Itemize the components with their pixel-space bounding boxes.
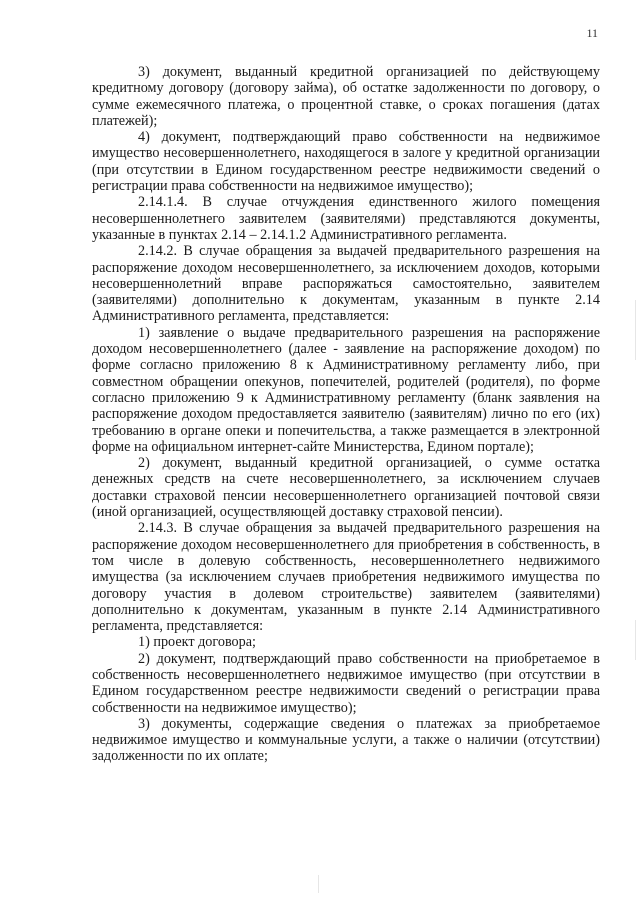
paragraph-2-14-2-item-2: 2) документ, выданный кредитной организацией, о сумме остатка денежных средств на счете несовершеннолетнего, за исключением случаев доставки страховой пенсии несовершеннолетнего организацией почтовой связи (иной организацией, осуществляющей доставку страховой пенсии).	[92, 455, 600, 521]
paragraph-2-14-3-item-3: 3) документы, содержащие сведения о платежах за приобретаемое недвижимое имущество и коммунальные услуги, а также о наличии (отсутствии) задолженности по их оплате;	[92, 715, 600, 765]
paragraph-2-14-3-item-1: 1) проект договора;	[138, 634, 256, 651]
scan-edge-mark	[635, 300, 636, 360]
scan-edge-mark	[318, 875, 319, 893]
paragraph-2-14-1-4: 2.14.1.4. В случае отчуждения единственного жилого помещения несовершеннолетнего заявителем (заявителями) представляются документы, указанные в пунктах 2.14 – 2.14.1.2 Административного регламента.	[92, 194, 600, 243]
paragraph-2-14-2-item-1: 1) заявление о выдаче предварительного разрешения на распоряжение доходом несовершеннолетнего (далее - заявление на распоряжение доходом) по форме согласно приложению 8 к Административному регламенту либо, при совместном обращении опекунов, попечителей, родителей (родителя), по форме согласно приложению 9 к Административному регламенту (бланк заявления на распоряжение доходом предоставляется заявителю (заявителям) лично по его (их) требованию в органе опеки и попечительства, а также размещается в электронной форме на официальном интернет-сайте Министерства, Едином портале);	[92, 324, 600, 455]
paragraph-2-14-3: 2.14.3. В случае обращения за выдачей предварительного разрешения на распоряжение доходом несовершеннолетнего для приобретения в собственность, в том числе в долевую собственность, несовершеннолетнего недвижимого имущества (за исключением случаев приобретения недвижимого имущества по договору участия в долевом строительстве) заявителем (заявителями) дополнительно к документам, указанным в пункте 2.14 Административного регламента, представляется:	[92, 520, 600, 635]
paragraph-2-14-2: 2.14.2. В случае обращения за выдачей предварительного разрешения на распоряжение доходом несовершеннолетнего, за исключением доходов, которыми несовершеннолетний вправе распоряжаться самостоятельно, заявителем (заявителями) дополнительно к документам, указанным в пункте 2.14 Административного регламента, представляется:	[92, 243, 600, 325]
page-number: 11	[586, 26, 598, 40]
paragraph-item-3: 3) документ, выданный кредитной организацией по действующему кредитному договору (договору займа), об остатке задолженности по договору, о сумме ежемесячного платежа, о процентной ставке, о сроках погашения (датах платежей);	[92, 64, 600, 129]
paragraph-2-14-3-item-2: 2) документ, подтверждающий право собственности на приобретаемое в собственность несовершеннолетнего недвижимое имущество (при отсутствии в Едином государственном реестре недвижимости сведений о регистрации права собственности на недвижимое имущество);	[92, 650, 600, 716]
paragraph-item-4: 4) документ, подтверждающий право собственности на недвижимое имущество несовершеннолетнего, находящегося в залоге у кредитной организации (при отсутствии в Едином государственном реестре недвижимости сведений о регистрации права собственности на недвижимое имущество);	[92, 129, 600, 195]
scan-edge-mark	[635, 620, 636, 660]
document-body	[92, 64, 600, 765]
